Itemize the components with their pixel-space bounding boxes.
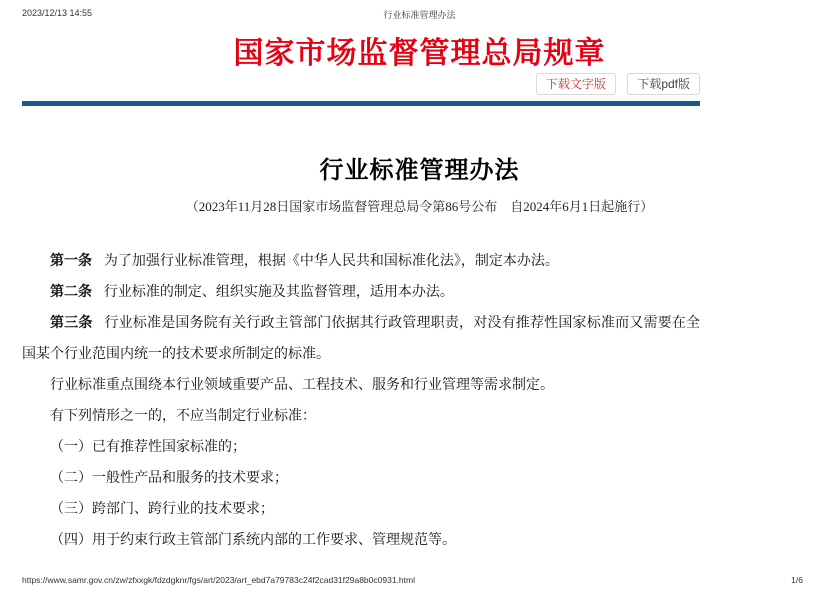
paragraph-text: 有下列情形之一的，不应当制定行业标准： bbox=[50, 409, 316, 424]
paragraph bbox=[22, 401, 700, 432]
paragraph-lead: 第一条 bbox=[50, 254, 92, 269]
paragraph bbox=[22, 246, 700, 277]
paragraph-text: （一）已有推荐性国家标准的； bbox=[50, 440, 246, 455]
paragraph-text: （二）一般性产品和服务的技术要求； bbox=[50, 471, 288, 486]
article-body bbox=[22, 246, 700, 556]
print-header-title: 行业标准管理办法 bbox=[383, 10, 456, 20]
paragraph bbox=[22, 432, 700, 463]
paragraph-text: 为了加强行业标准管理，根据《中华人民共和国标准化法》，制定本办法。 bbox=[103, 254, 559, 269]
download-toolbar bbox=[22, 73, 700, 97]
paragraph bbox=[22, 525, 700, 556]
print-footer-page-number: 1/6 bbox=[791, 575, 803, 585]
paragraph-lead: 第二条 bbox=[50, 285, 92, 300]
paragraph bbox=[22, 463, 700, 494]
page-content bbox=[22, 0, 817, 556]
header-divider bbox=[22, 101, 700, 106]
print-header-datetime: 2023/12/13 14:55 bbox=[22, 8, 93, 18]
masthead-title: 国家市场监督管理总局规章 bbox=[233, 37, 606, 70]
print-footer bbox=[22, 575, 803, 587]
article-subtitle: （2023年11月28日国家市场监督管理总局令第86号公布 自2024年6月1日起施行） bbox=[185, 199, 654, 214]
print-header bbox=[22, 8, 817, 22]
download-pdf-button[interactable]: 下载pdf版 bbox=[627, 73, 700, 95]
paragraph-text: 行业标准是国务院有关行政主管部门依据其行政管理职责，对没有推荐性国家标准而又需要在全国某个行业范围内统一的技术要求所制定的标准。 bbox=[22, 316, 701, 362]
download-text-button[interactable]: 下载文字版 bbox=[536, 73, 616, 95]
article bbox=[22, 156, 817, 556]
paragraph-text: 行业标准的制定、组织实施及其监督管理，适用本办法。 bbox=[103, 285, 454, 300]
print-footer-url: https://www.samr.gov.cn/zw/zfxxgk/fdzdgknr/fgs/art/2023/art_ebd7a79783c24f2cad31f29a8b0c0931.html bbox=[22, 575, 415, 585]
paragraph-text: （三）跨部门、跨行业的技术要求； bbox=[50, 502, 274, 517]
paragraph bbox=[22, 277, 700, 308]
paragraph-text: 行业标准重点围绕本行业领域重要产品、工程技术、服务和行业管理等需求制定。 bbox=[50, 378, 554, 393]
paragraph-lead: 第三条 bbox=[50, 316, 93, 331]
paragraph bbox=[22, 370, 700, 401]
paragraph bbox=[22, 494, 700, 525]
paragraph-text: （四）用于约束行政主管部门系统内部的工作要求、管理规范等。 bbox=[50, 533, 456, 548]
article-title: 行业标准管理办法 bbox=[319, 158, 520, 184]
paragraph bbox=[22, 308, 700, 370]
